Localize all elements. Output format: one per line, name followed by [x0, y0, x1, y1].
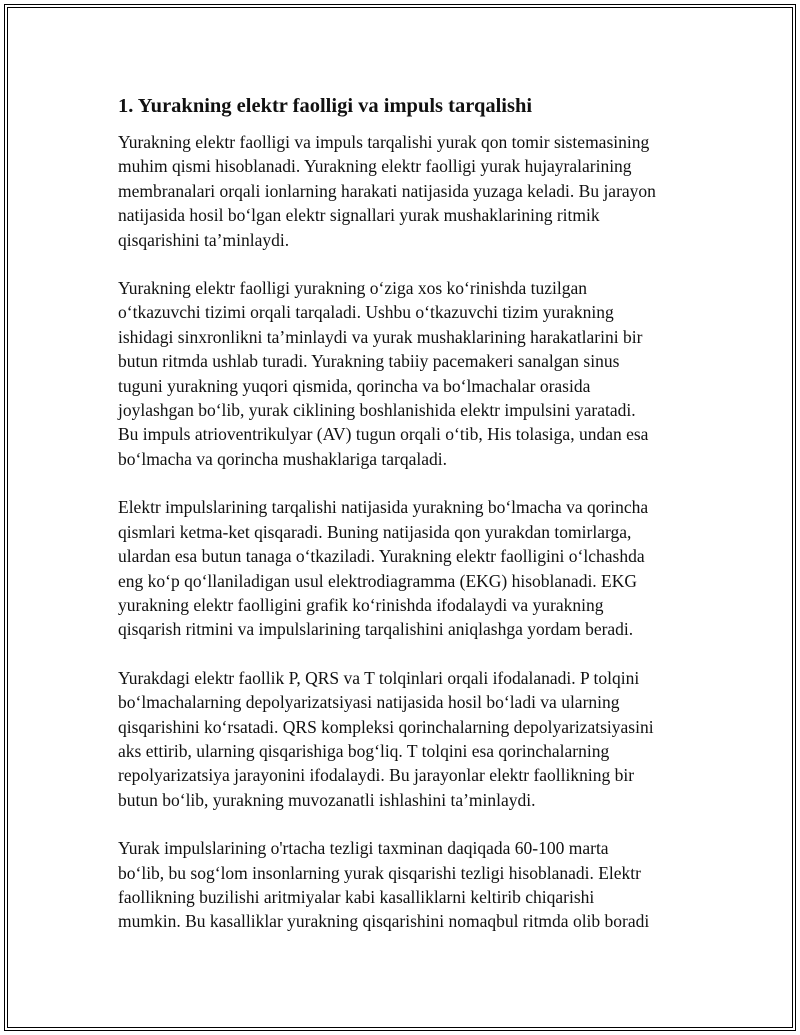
paragraph-1: [118, 130, 708, 252]
text-line: qisqarishini ko‘rsatadi. QRS kompleksi qorinchalarning depolyarizatsiyasini: [118, 716, 654, 737]
text-line: Elektr impulslarining tarqalishi natijasida yurakning bo‘lmacha va qorincha: [118, 497, 649, 518]
section-heading: 1. Yurakning elektr faolligi va impuls tarqalishi: [118, 95, 533, 117]
text-line: bo‘lmacha va qorincha mushaklariga tarqaladi.: [118, 448, 447, 469]
paragraph-5: [118, 836, 708, 934]
text-line: o‘tkazuvchi tizimi orqali tarqaladi. Ushbu o‘tkazuvchi tizim yurakning: [118, 302, 614, 323]
text-line: Bu impuls atrioventrikulyar (AV) tugun orqali o‘tib, His tolasiga, undan esa: [118, 424, 649, 445]
text-line: ishidagi sinxronlikni ta’minlaydi va yurak mushaklarining harakatlarini bir: [118, 326, 643, 347]
text-line: faollikning buzilishi aritmiyalar kabi kasalliklarni keltirib chiqarishi: [118, 886, 595, 907]
text-line: bo‘lmachalarning depolyarizatsiyasi natijasida hosil bo‘ladi va ularning: [118, 692, 620, 713]
text-line: joylashgan bo‘lib, yurak ciklining boshlanishida elektr impulsini yaratadi.: [118, 400, 636, 421]
text-line: qisqarish ritmini va impulslarining tarqalishini aniqlashga yordam beradi.: [118, 619, 634, 640]
text-line: qismlari ketma-ket qisqaradi. Buning natijasida qon yurakdan tomirlarga,: [118, 521, 632, 542]
text-line: natijasida hosil bo‘lgan elektr signallari yurak mushaklarining ritmik: [118, 205, 600, 226]
text-line: Yurakning elektr faolligi va impuls tarqalishi yurak qon tomir sistemasining: [118, 132, 650, 152]
text-line: membranalari orqali ionlarning harakati natijasida yuzaga keladi. Bu jarayon: [118, 180, 656, 201]
text-line: Yurak impulslarining o'rtacha tezligi taxminan daqiqada 60-100 marta: [118, 838, 609, 859]
text-line: aks ettirib, ularning qisqarishiga bog‘liq. T tolqini esa qorinchalarning: [118, 740, 610, 761]
text-line: butun ritmda ushlab turadi. Yurakning tabiiy pacemakeri sanalgan sinus: [118, 351, 620, 372]
paragraph-3: [118, 495, 708, 641]
text-line: yurakning elektr faolligini grafik ko‘rinishda ifodalaydi va yurakning: [118, 594, 604, 615]
text-line: butun bo‘lib, yurakning muvozanatli ishlashini ta’minlaydi.: [118, 789, 536, 810]
text-line: qisqarishini ta’minlaydi.: [118, 229, 290, 250]
paragraph-4: [118, 666, 708, 812]
text-line: tuguni yurakning yuqori qismida, qorincha va bo‘lmachalar orasida: [118, 375, 591, 396]
paragraph-2: [118, 276, 708, 471]
text-line: ulardan esa butun tanaga o‘tkaziladi. Yurakning elektr faolligini o‘lchashda: [118, 546, 645, 567]
text-line: Yurakning elektr faolligi yurakning o‘ziga xos ko‘rinishda tuzilgan: [118, 278, 587, 299]
document-body: [118, 92, 708, 958]
text-line: Yurakdagi elektr faollik P, QRS va T tolqinlari orqali ifodalanadi. P tolqini: [118, 667, 640, 688]
text-line: repolyarizatsiya jarayonini ifodalaydi. Bu jarayonlar elektr faollikning bir: [118, 765, 635, 786]
text-line: eng ko‘p qo‘llaniladigan usul elektrodiagramma (EKG) hisoblanadi. EKG: [118, 570, 638, 591]
text-line: muhim qismi hisoblanadi. Yurakning elektr faolligi yurak hujayralarining: [118, 156, 632, 177]
text-line: bo‘lib, bu sog‘lom insonlarning yurak qisqarishi tezligi hisoblanadi. Elektr: [118, 862, 641, 883]
text-line: mumkin. Bu kasalliklar yurakning qisqarishini nomaqbul ritmda olib boradi: [118, 911, 650, 932]
